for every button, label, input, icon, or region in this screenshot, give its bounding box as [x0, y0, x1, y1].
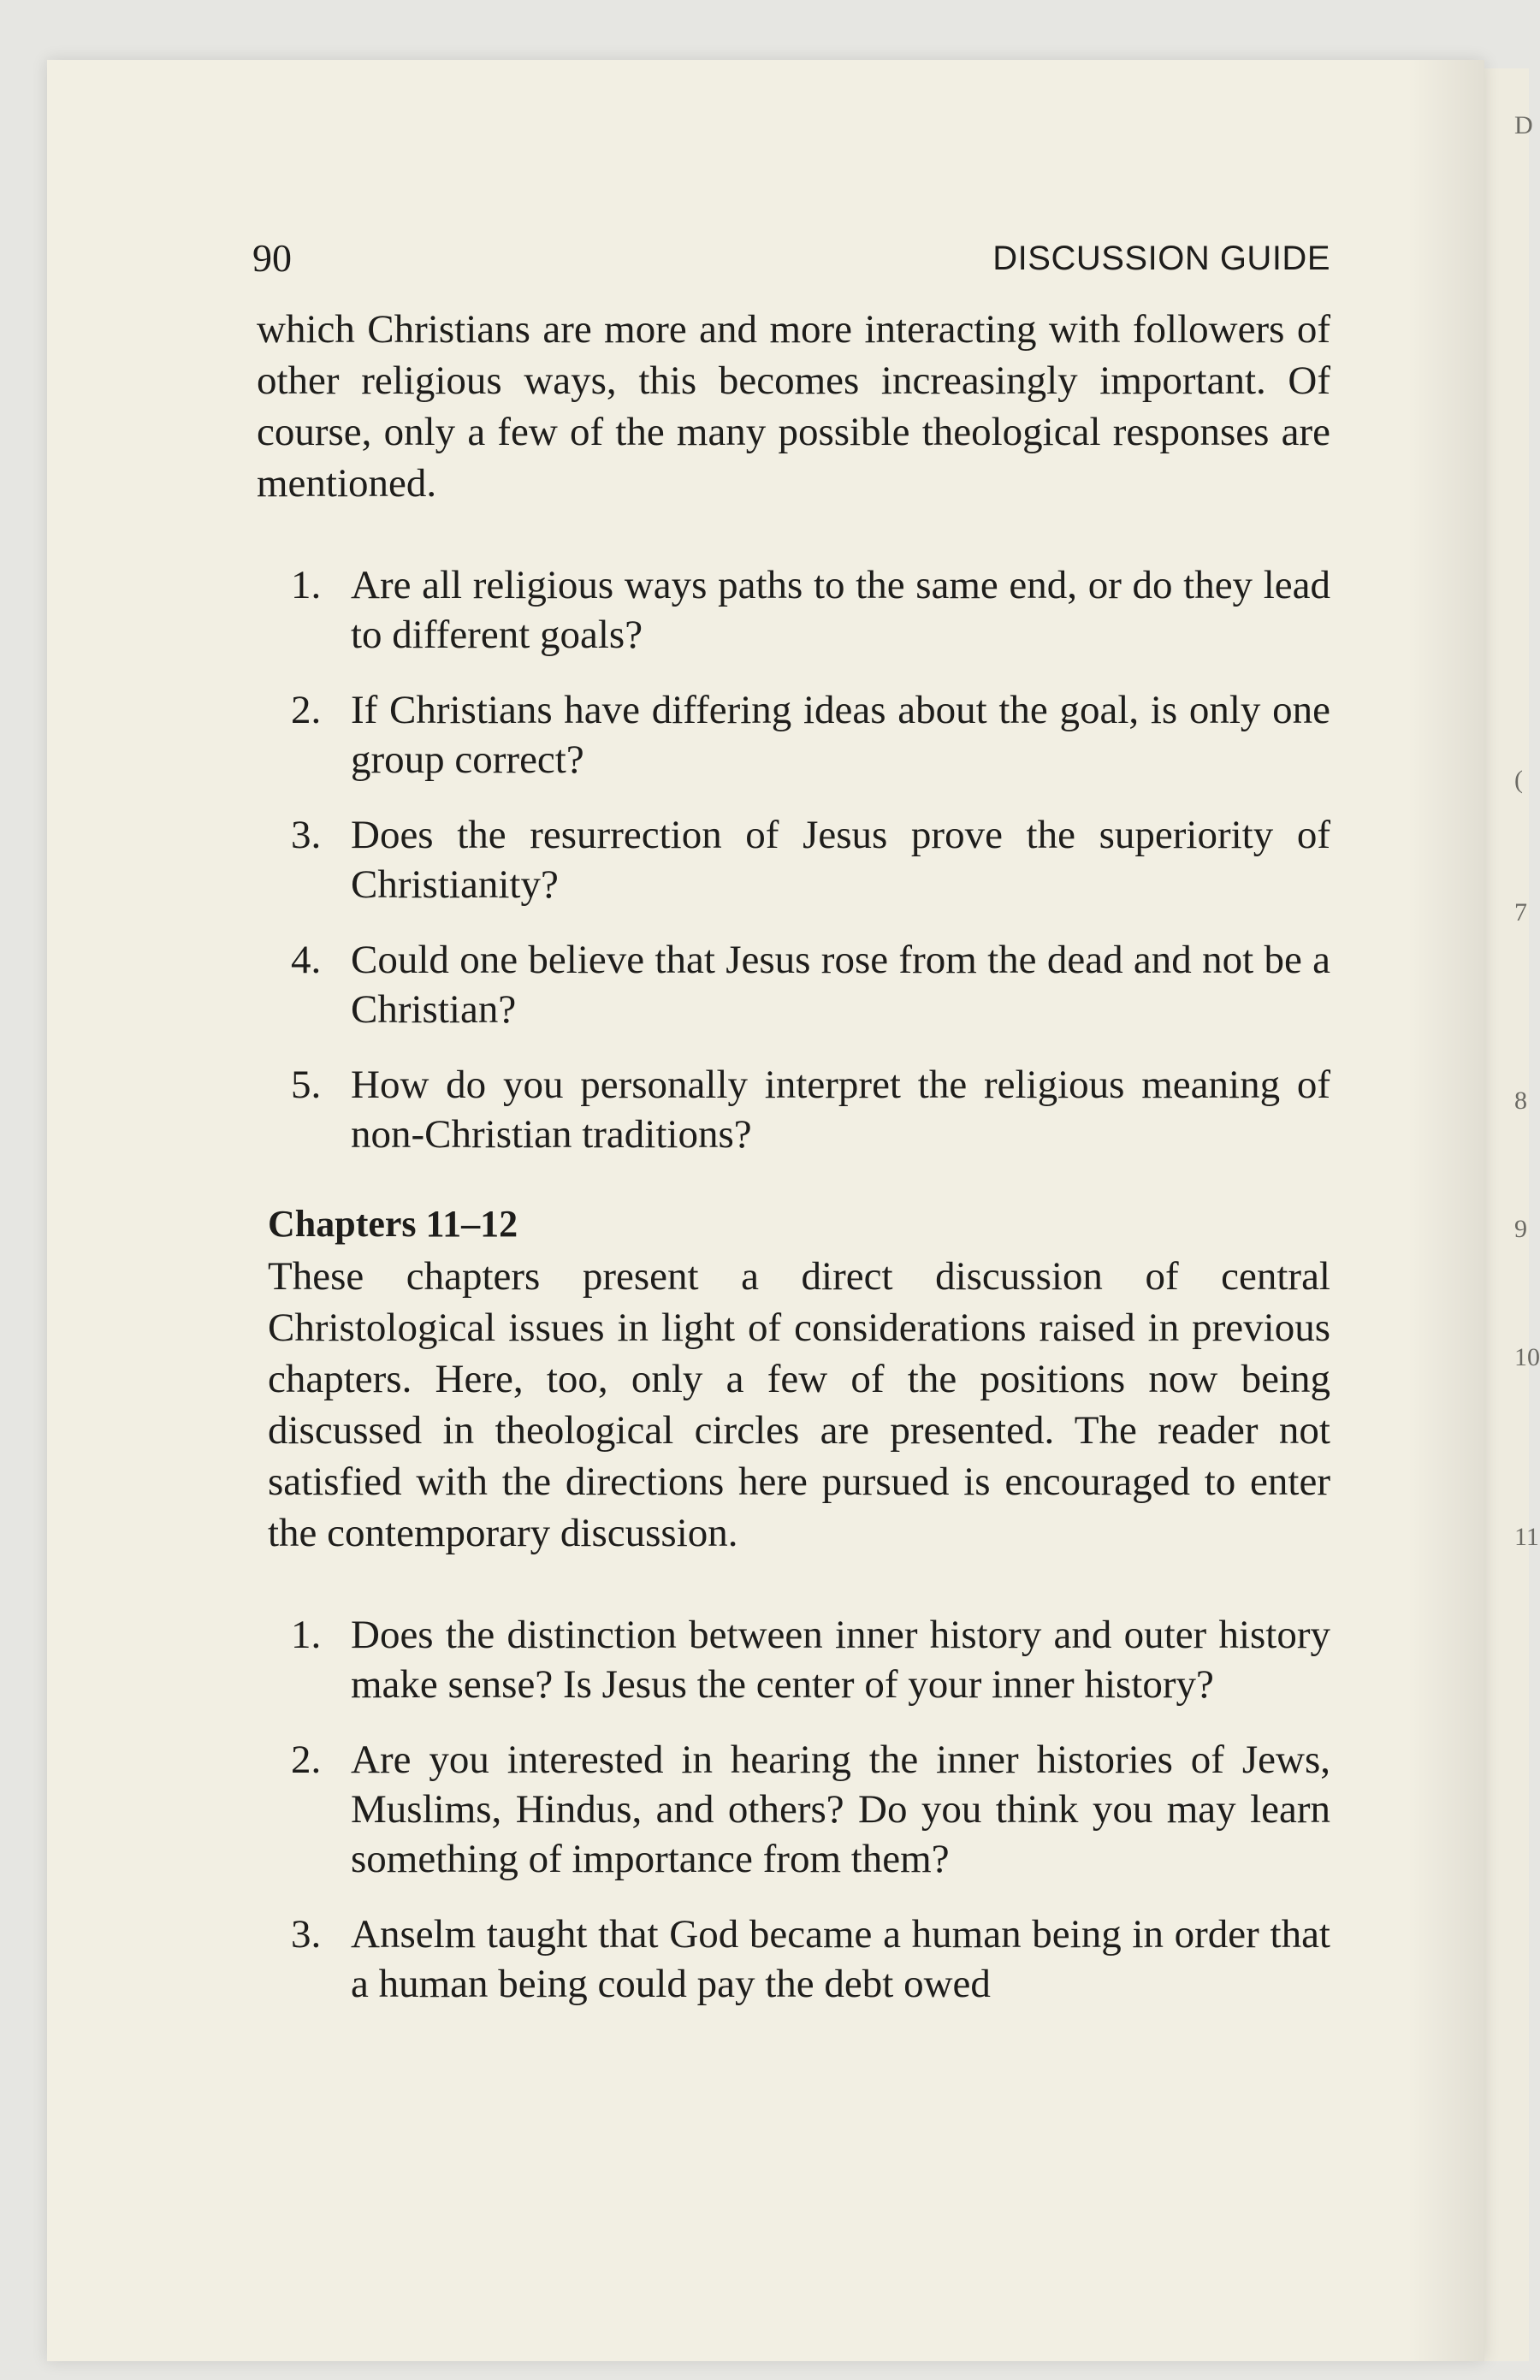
item-text: If Christians have differing ideas about the goal, is only one group correct?	[351, 688, 1330, 782]
question-list	[291, 1610, 1330, 2009]
list-item	[291, 560, 1330, 660]
list-item	[291, 935, 1330, 1034]
item-text: How do you personally interpret the religious meaning of non-Christian traditions?	[351, 1063, 1330, 1157]
section-paragraph: These chapters present a direct discussion of central Christological issues in light of considerations raised in previous chapters. Here, too, only a few of the positions now being discussed in theological circles are presented. The reader not satisfied with the directions here pursued is encouraged to enter the contemporary discussion.	[268, 1254, 1330, 1555]
edge-mark: 10	[1514, 1343, 1540, 1371]
item-number: 1.	[291, 1613, 322, 1657]
edge-mark: 7	[1514, 898, 1527, 927]
list-item	[291, 1610, 1330, 1709]
item-text: Does the distinction between inner history and outer history make sense? Is Jesus the center of your inner history?	[351, 1613, 1330, 1707]
running-head	[210, 175, 1330, 280]
item-text: Does the resurrection of Jesus prove the superiority of Christianity?	[351, 813, 1330, 907]
page-content	[210, 175, 1330, 2034]
item-text: Are all religious ways paths to the same end, or do they lead to different goals?	[351, 563, 1330, 657]
section-heading: Chapters 11–12	[268, 1203, 518, 1245]
list-item	[291, 685, 1330, 784]
question-list	[291, 560, 1330, 1159]
edge-mark: 8	[1514, 1086, 1527, 1115]
list-item	[291, 1735, 1330, 1884]
item-number: 5.	[291, 1063, 322, 1107]
edge-mark: 11	[1514, 1523, 1539, 1551]
list-item	[291, 1060, 1330, 1159]
item-text: Are you interested in hearing the inner histories of Jews, Muslims, Hindus, and others? Do you think you may learn something of importance from them?	[351, 1738, 1330, 1881]
item-number: 2.	[291, 1738, 322, 1782]
page-shadow	[1407, 60, 1484, 2361]
edge-mark: 9	[1514, 1215, 1527, 1243]
intro-paragraph: which Christians are more and more interacting with followers of other religious ways, this becomes increasingly important. Of course, only a few of the many possible theological responses are mentioned.	[257, 307, 1330, 506]
list-item	[291, 1909, 1330, 2009]
item-number: 3.	[291, 1912, 322, 1957]
edge-mark: D	[1514, 111, 1533, 139]
header-title: DISCUSSION GUIDE	[992, 240, 1330, 277]
page-number: 90	[252, 236, 292, 280]
list-item	[291, 810, 1330, 909]
edge-mark: (	[1514, 766, 1523, 794]
item-text: Could one believe that Jesus rose from the dead and not be a Christian?	[351, 938, 1330, 1032]
item-number: 1.	[291, 563, 322, 607]
item-number: 4.	[291, 938, 322, 982]
item-number: 2.	[291, 688, 322, 732]
item-text: Anselm taught that God became a human being in order that a human being could pay the debt owed	[351, 1912, 1330, 2006]
item-number: 3.	[291, 813, 322, 857]
